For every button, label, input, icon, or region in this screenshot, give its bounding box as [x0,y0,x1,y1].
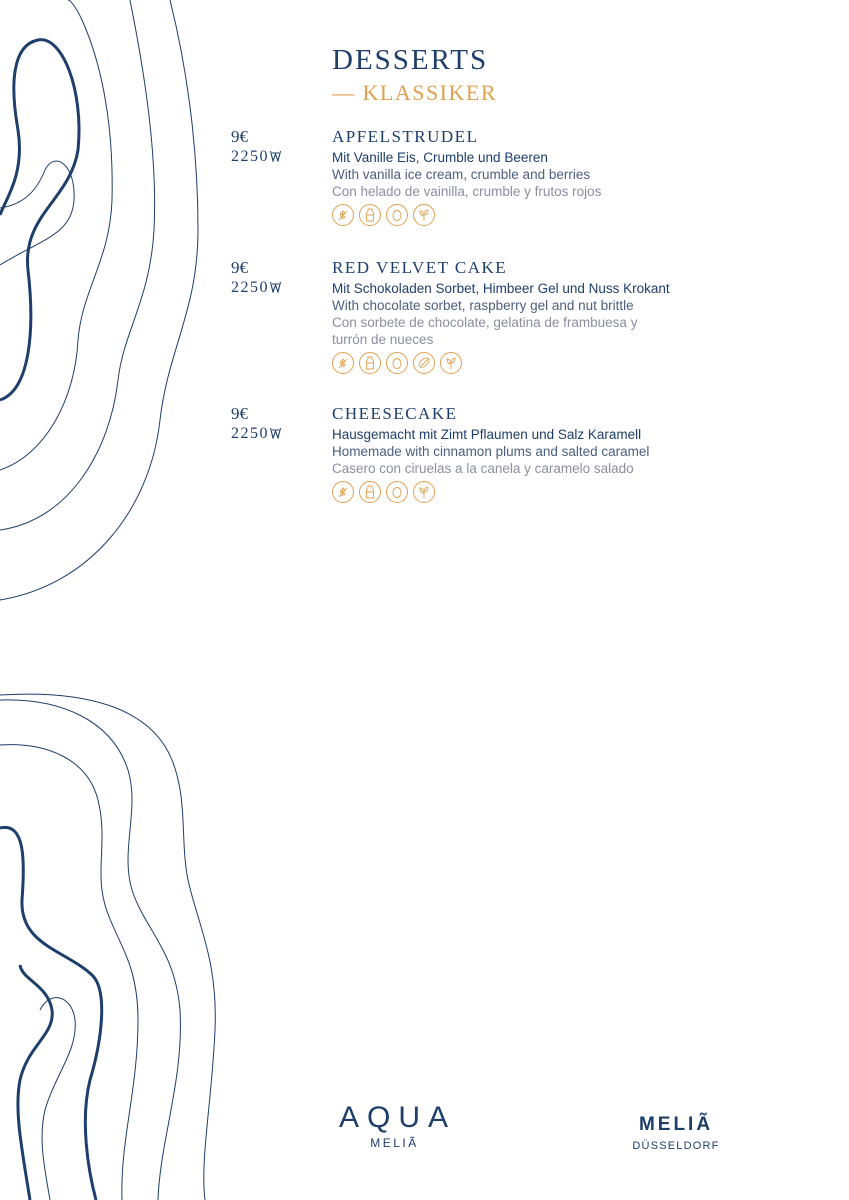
description-german: Mit Schokoladen Sorbet, Himbeer Gel und Nuss Krokant [332,281,670,296]
points-currency-icon [270,149,281,167]
nut-icon [413,352,435,374]
allergen-icons [332,481,752,503]
dish-name: APFELSTRUDEL [332,127,479,146]
page-title: DESSERTS [332,44,489,76]
description-english: With vanilla ice cream, crumble and berries [332,167,591,182]
egg-icon [386,204,408,226]
aqua-logo-sub: MELIÃ [370,1136,419,1150]
aqua-melia-logo [332,1102,457,1150]
description-english: Homemade with cinnamon plums and salted caramel [332,444,650,459]
price-points [231,425,281,444]
egg-icon [386,481,408,503]
allergen-icons [332,204,752,226]
melia-dusseldorf-logo [626,1114,726,1152]
dish-name: RED VELVET CAKE [332,258,508,277]
milk-icon [359,204,381,226]
price-euro: 9€ [231,127,248,146]
price-points-value: 2250 [231,148,269,165]
allergen-icons [332,352,702,374]
price-points-value: 2250 [231,279,269,296]
description-spanish: Casero con ciruelas a la canela y caramelo salado [332,461,634,476]
price-points-value: 2250 [231,425,269,442]
description-german: Mit Vanille Eis, Crumble und Beeren [332,150,548,165]
description-german: Hausgemacht mit Zimt Pflaumen und Salz Karamell [332,427,642,442]
melia-logo-city: DÜSSELDORF [632,1140,720,1152]
description-english: With chocolate sorbet, raspberry gel and nut brittle [332,298,634,313]
price-euro: 9€ [231,258,248,277]
wheat-icon [332,481,354,503]
wheat-icon [332,204,354,226]
dish-name: CHEESECAKE [332,404,458,423]
points-currency-icon [270,280,281,298]
price-euro: 9€ [231,404,248,423]
melia-logo-word: MELIÃ [638,1114,714,1135]
description-spanish: Con helado de vainilla, crumble y frutos rojos [332,184,602,199]
milk-icon [359,481,381,503]
vegetarian-leaf-icon [413,204,435,226]
dish-description [332,426,752,503]
aqua-logo-word: AQUA [338,1101,457,1134]
milk-icon [359,352,381,374]
section-subtitle: — KLASSIKER [332,80,498,105]
dish-description [332,280,702,374]
price-points [231,279,281,298]
egg-icon [386,352,408,374]
vegetarian-leaf-icon [413,481,435,503]
points-currency-icon [270,426,281,444]
wheat-icon [332,352,354,374]
description-spanish: Con sorbete de chocolate, gelatina de frambuesa y turrón de nueces [332,315,638,347]
vegetarian-leaf-icon [440,352,462,374]
price-points [231,148,281,167]
dish-description [332,149,752,226]
